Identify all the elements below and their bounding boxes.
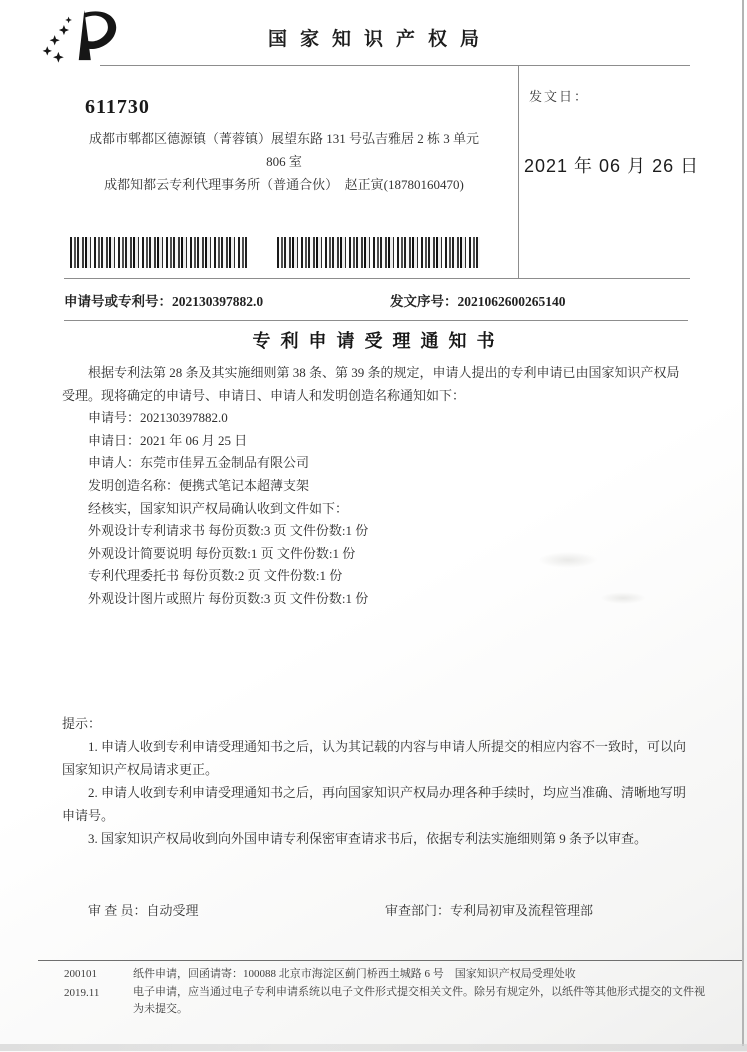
hint-item: 1. 申请人收到专利申请受理通知书之后，认为其记载的内容与申请人所提交的相应内容不一致时，可以向国家知识产权局请求更正。	[62, 739, 687, 777]
serial-number-value: 2021062600265140	[457, 294, 566, 309]
hint-item: 3. 国家知识产权局收到向外国申请专利保密审查请求书后，依据专利法实施细则第 9 条予以审查。	[88, 831, 648, 846]
footer-code-top: 200101	[64, 968, 97, 980]
barcode-right	[277, 237, 480, 268]
department-label: 审查部门：	[385, 903, 451, 918]
footer-rule	[38, 960, 744, 961]
field-invention-name	[62, 475, 690, 498]
footer-code-bottom: 2019.11	[64, 986, 100, 999]
document-item: 专利代理委托书 每份页数:2 页 文件份数:1 份	[88, 568, 343, 584]
footer-notes	[133, 966, 711, 1019]
agency-line: 成都知都云专利代理事务所（普通合伙） 赵正寅(18780160470)	[104, 177, 464, 192]
hints-section	[62, 712, 692, 850]
document-item: 外观设计图片或照片 每份页数:3 页 文件份数:1 份	[88, 590, 369, 606]
document-item: 外观设计简要说明 每份页数:1 页 文件份数:1 份	[88, 545, 356, 561]
scan-smudge	[538, 552, 598, 568]
examiner	[88, 900, 199, 919]
field-applicant	[62, 452, 690, 475]
scan-bottom-edge	[0, 1044, 747, 1051]
footer-codes	[64, 966, 124, 1003]
address-line-1: 成都市郫都区德源镇（菁蓉镇）展望东路 131 号弘吉雅居 2 栋 3 单元	[88, 131, 479, 146]
hints-label: 提示：	[62, 716, 102, 731]
notice-title: 专利申请受理通知书	[252, 331, 505, 351]
field-label: 申请号：	[88, 410, 141, 426]
application-number-value: 202130397882.0	[172, 294, 264, 309]
field-value: 202130397882.0	[140, 410, 228, 426]
address-line-2: 806 室	[266, 154, 302, 169]
field-label: 申请人：	[88, 455, 141, 471]
examiner-label: 审 查 员：	[88, 903, 147, 918]
barcode-left	[70, 237, 247, 268]
examiner-value: 自动受理	[146, 903, 199, 918]
separator-rule-bottom	[64, 320, 688, 321]
application-number-label: 申请号或专利号：	[64, 294, 172, 309]
field-application-number	[62, 407, 690, 430]
confirm-line: 经核实，国家知识产权局确认收到文件如下：	[88, 500, 349, 516]
document-item: 外观设计专利请求书 每份页数:3 页 文件份数:1 份	[88, 523, 369, 539]
reference-row	[64, 290, 704, 310]
dispatch-date-label: 发文日：	[529, 89, 590, 104]
review-department	[385, 900, 593, 919]
dispatch-date-value: 2021 年 06 月 26 日	[524, 156, 700, 176]
hint-item: 2. 申请人收到专利申请受理通知书之后，再向国家知识产权局办理各种手续时，均应当准确、清晰地写明申请号。	[62, 785, 687, 823]
field-filing-date	[62, 430, 690, 453]
field-value: 2021 年 06 月 25 日	[140, 432, 248, 448]
field-label: 发明创造名称：	[88, 477, 180, 493]
notice-body	[62, 362, 690, 611]
org-name: 国家知识产权局	[267, 29, 492, 50]
department-value: 专利局初审及流程管理部	[450, 903, 594, 918]
separator-rule-top	[64, 278, 690, 279]
scan-smudge	[600, 592, 646, 604]
footer-line-paper: 纸件申请，回函请寄：100088 北京市海淀区蓟门桥西土城路 6 号 国家知识产权局受理处收	[133, 968, 576, 980]
field-value: 便携式笔记本超薄支架	[179, 477, 310, 493]
field-value: 东莞市佳昇五金制品有限公司	[140, 455, 310, 471]
footer-line-electronic: 电子申请，应当通过电子专利申请系统以电子文件形式提交相关文件。除另有规定外，以纸件等其他形式提交的文件视为未提交。	[133, 985, 705, 1015]
header-rule	[100, 65, 690, 66]
field-label: 申请日：	[88, 432, 141, 448]
recipient-address	[58, 127, 510, 196]
scan-page-edge	[742, 0, 744, 1046]
postal-code: 611730	[85, 96, 150, 118]
serial-number-label: 发文序号：	[390, 294, 458, 309]
body-paragraph-1: 根据专利法第 28 条及其实施细则第 38 条、第 39 条的规定，申请人提出的专利申请已由国家知识产权局受理。现将确定的申请号、申请日、申请人和发明创造名称通知如下：	[62, 365, 680, 403]
dispatch-box-border	[518, 65, 519, 278]
